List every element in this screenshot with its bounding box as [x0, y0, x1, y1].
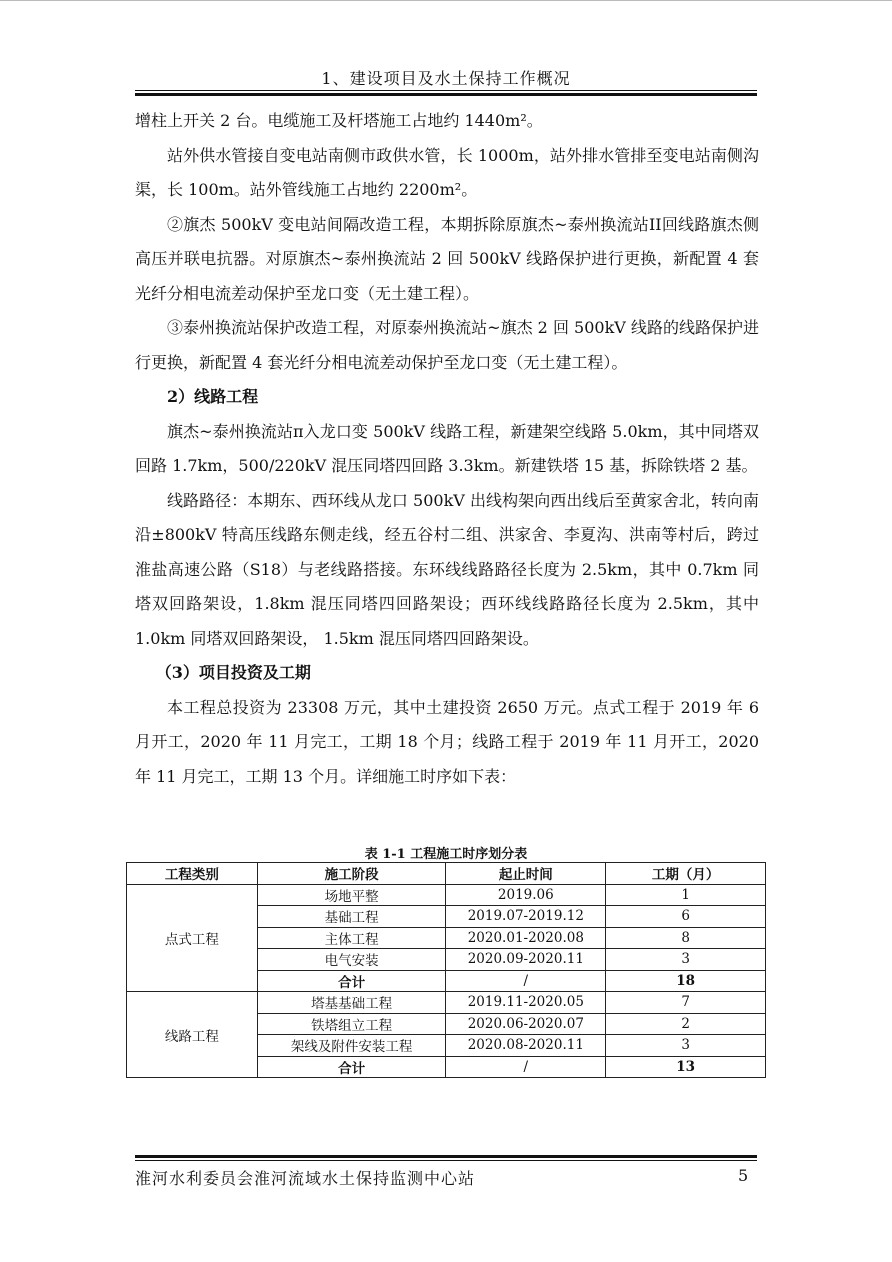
section-heading-investment: （3）项目投资及工期 — [155, 663, 311, 682]
footer-rule-thin — [135, 1160, 757, 1161]
total-duration-cell: 18 — [606, 970, 766, 992]
paragraph-7: 本工程总投资为 23308 万元，其中土建投资 2650 万元。点式工程于 2019 年 6 月开工，2020 年 11 月完工，工期 18 个月；线路工程于 2019 年 11 月开工，2020 年 11 月完工，工期 13 个月。详细施工时序如下表： — [135, 697, 759, 786]
duration-cell: 1 — [606, 884, 766, 906]
stage-cell: 架线及附件安装工程 — [257, 1035, 446, 1057]
footer-rule-thick — [135, 1155, 757, 1158]
stage-cell: 铁塔组立工程 — [257, 1013, 446, 1035]
running-header: 1、建设项目及水土保持工作概况 — [321, 69, 571, 88]
paragraph-2: 站外供水管接自变电站南侧市政供水管，长 1000m，站外排水管排至变电站南侧沟渠，长 100m。站外管线施工占地约 2200m²。 — [135, 145, 759, 199]
stage-cell: 塔基基础工程 — [257, 992, 446, 1014]
period-cell: 2020.08-2020.11 — [446, 1035, 606, 1057]
table-row — [127, 992, 766, 1014]
paragraph-5: 旗杰~泰州换流站π入龙口变 500kV 线路工程，新建架空线路 5.0km，其中同塔双回路 1.7km，500/220kV 混压同塔四回路 3.3km。新建铁塔 15 基，拆除铁塔 2 基。 — [135, 421, 759, 475]
stage-cell: 场地平整 — [257, 884, 446, 906]
period-cell: 2019.11-2020.05 — [446, 992, 606, 1014]
body-text — [135, 104, 759, 794]
duration-cell: 6 — [606, 906, 766, 928]
table-header-row — [127, 863, 766, 885]
period-cell: 2020.09-2020.11 — [446, 949, 606, 971]
duration-cell: 8 — [606, 927, 766, 949]
page-number: 5 — [738, 1166, 749, 1185]
paragraph-6: 线路路径：本期东、西环线从龙口 500kV 出线构架向西出线后至黄家舍北，转向南沿±800kV 特高压线路东侧走线，经五谷村二组、洪家舍、李夏沟、洪南等村后，跨过淮盐高速公路（S18）与老线路搭接。东环线线路路径长度为 2.5km，其中 0.7km 同塔双回路架设，1.8km 混压同塔四回路架设；西环线线路路径长度为 2.5km，其中 1.0km 同塔双回路架设， 1.5km 混压同塔四回路架设。 — [135, 490, 759, 648]
paragraph-3: ②旗杰 500kV 变电站间隔改造工程，本期拆除原旗杰~泰州换流站II回线路旗杰侧高压并联电抗器。对原旗杰~泰州换流站 2 回 500kV 线路保护进行更换，新配置 4 套光纤分相电流差动保护至龙口变（无土建工程）。 — [135, 214, 759, 303]
construction-schedule-table — [126, 862, 766, 1078]
header-period: 起止时间 — [446, 863, 606, 885]
paragraph-4: ③泰州换流站保护改造工程，对原泰州换流站~旗杰 2 回 500kV 线路的线路保护进行更换，新配置 4 套光纤分相电流差动保护至龙口变（无土建工程）。 — [135, 318, 759, 372]
stage-cell: 电气安装 — [257, 949, 446, 971]
table-row — [127, 884, 766, 906]
header-duration: 工期（月） — [606, 863, 766, 885]
table-caption: 表 1-1 工程施工时序划分表 — [364, 847, 528, 862]
category-cell: 线路工程 — [127, 992, 258, 1078]
header-rule-thick — [135, 93, 757, 96]
header-stage: 施工阶段 — [257, 863, 446, 885]
period-cell: 2019.06 — [446, 884, 606, 906]
category-cell: 点式工程 — [127, 884, 258, 992]
stage-cell: 基础工程 — [257, 906, 446, 928]
stage-cell: 主体工程 — [257, 927, 446, 949]
header-rule-thin — [135, 90, 757, 91]
period-cell: 2019.07-2019.12 — [446, 906, 606, 928]
footer-organization: 淮河水利委员会淮河流域水土保持监测中心站 — [135, 1169, 476, 1188]
period-cell: 2020.06-2020.07 — [446, 1013, 606, 1035]
total-period-cell: / — [446, 970, 606, 992]
total-period-cell: / — [446, 1056, 606, 1078]
page-top-edge — [0, 0, 892, 1]
duration-cell: 3 — [606, 1035, 766, 1057]
total-duration-cell: 13 — [606, 1056, 766, 1078]
duration-cell: 2 — [606, 1013, 766, 1035]
total-label-cell: 合计 — [257, 970, 446, 992]
header-category: 工程类别 — [127, 863, 258, 885]
duration-cell: 7 — [606, 992, 766, 1014]
duration-cell: 3 — [606, 949, 766, 971]
section-heading-line-works: 2）线路工程 — [167, 387, 259, 406]
period-cell: 2020.01-2020.08 — [446, 927, 606, 949]
paragraph-1-text: 增柱上开关 2 台。电缆施工及杆塔施工占地约 1440m²。 — [135, 111, 543, 130]
paragraph-1 — [135, 104, 759, 139]
total-label-cell: 合计 — [257, 1056, 446, 1078]
